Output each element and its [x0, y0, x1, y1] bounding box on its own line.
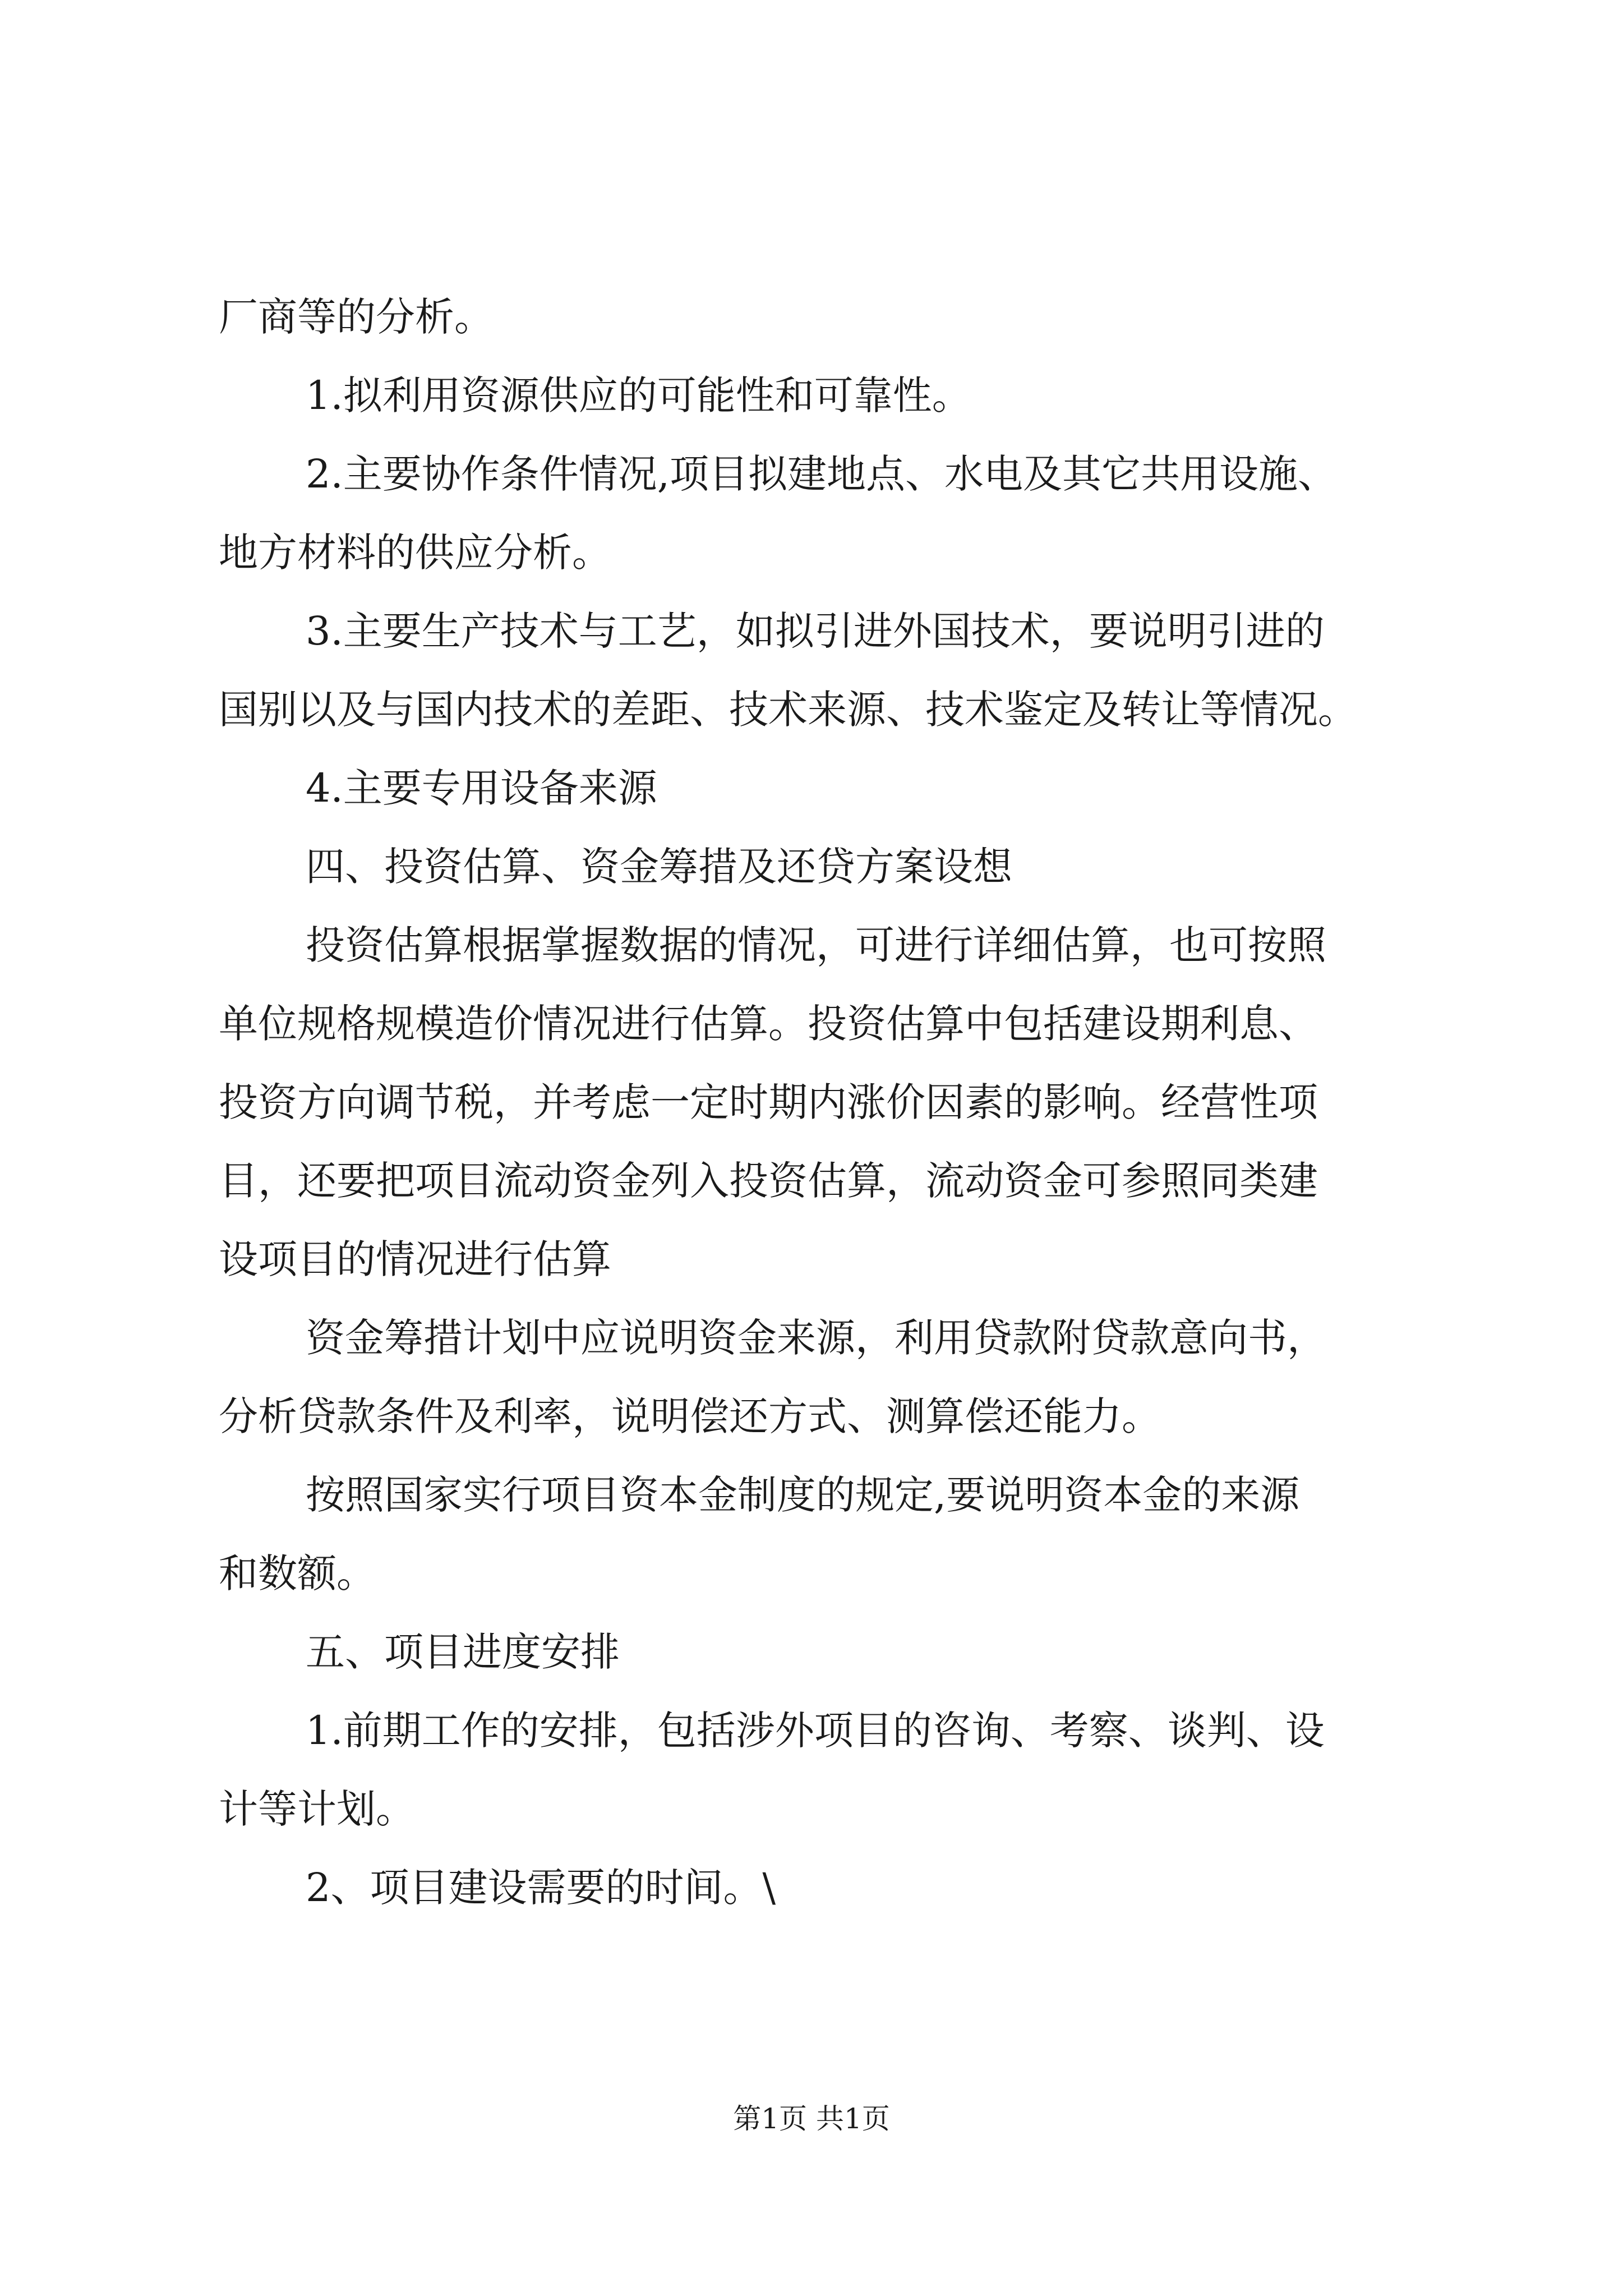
- text-line: 投资估算根据掌握数据的情况，可进行详细估算，也可按照: [306, 922, 1326, 968]
- text-line: 3.主要生产技术与工艺，如拟引进外国技术，要说明引进的: [306, 608, 1325, 654]
- text-line: 1.前期工作的安排，包括涉外项目的咨询、考察、谈判、设: [306, 1708, 1325, 1754]
- text-line: 2、项目建设需要的时间。\: [306, 1865, 776, 1911]
- text-line: 国别以及与国内技术的差距、技术来源、技术鉴定及转让等情况。: [219, 687, 1357, 733]
- text-line: 单位规格规模造价情况进行估算。投资估算中包括建设期利息、: [219, 1001, 1318, 1047]
- text-line: 厂商等的分析。: [219, 294, 494, 340]
- text-line: 地方材料的供应分析。: [219, 530, 611, 576]
- text-line: 计等计划。: [219, 1786, 415, 1832]
- page-number-footer: 第1页 共1页: [733, 2102, 890, 2135]
- text-line: 投资方向调节税，并考虑一定时期内涨价因素的影响。经营性项: [219, 1079, 1318, 1125]
- section-heading: 五、项目进度安排: [306, 1629, 620, 1675]
- text-line: 分析贷款条件及利率，说明偿还方式、测算偿还能力。: [219, 1393, 1161, 1439]
- text-line: 2.主要协作条件情况,项目拟建地点、水电及其它共用设施、: [306, 451, 1338, 497]
- text-line: 设项目的情况进行估算: [219, 1236, 611, 1282]
- text-line: 目，还要把项目流动资金列入投资估算，流动资金可参照同类建: [219, 1158, 1318, 1204]
- section-heading: 四、投资估算、资金筹措及还贷方案设想: [306, 844, 1012, 890]
- text-line: 按照国家实行项目资本金制度的规定,要说明资本金的来源: [306, 1472, 1300, 1518]
- text-line: 4.主要专用设备来源: [306, 765, 657, 811]
- text-line: 和数额。: [219, 1550, 376, 1596]
- text-line: 资金筹措计划中应说明资金来源，利用贷款附贷款意向书，: [306, 1315, 1326, 1361]
- text-line: 1.拟利用资源供应的可能性和可靠性。: [306, 372, 971, 418]
